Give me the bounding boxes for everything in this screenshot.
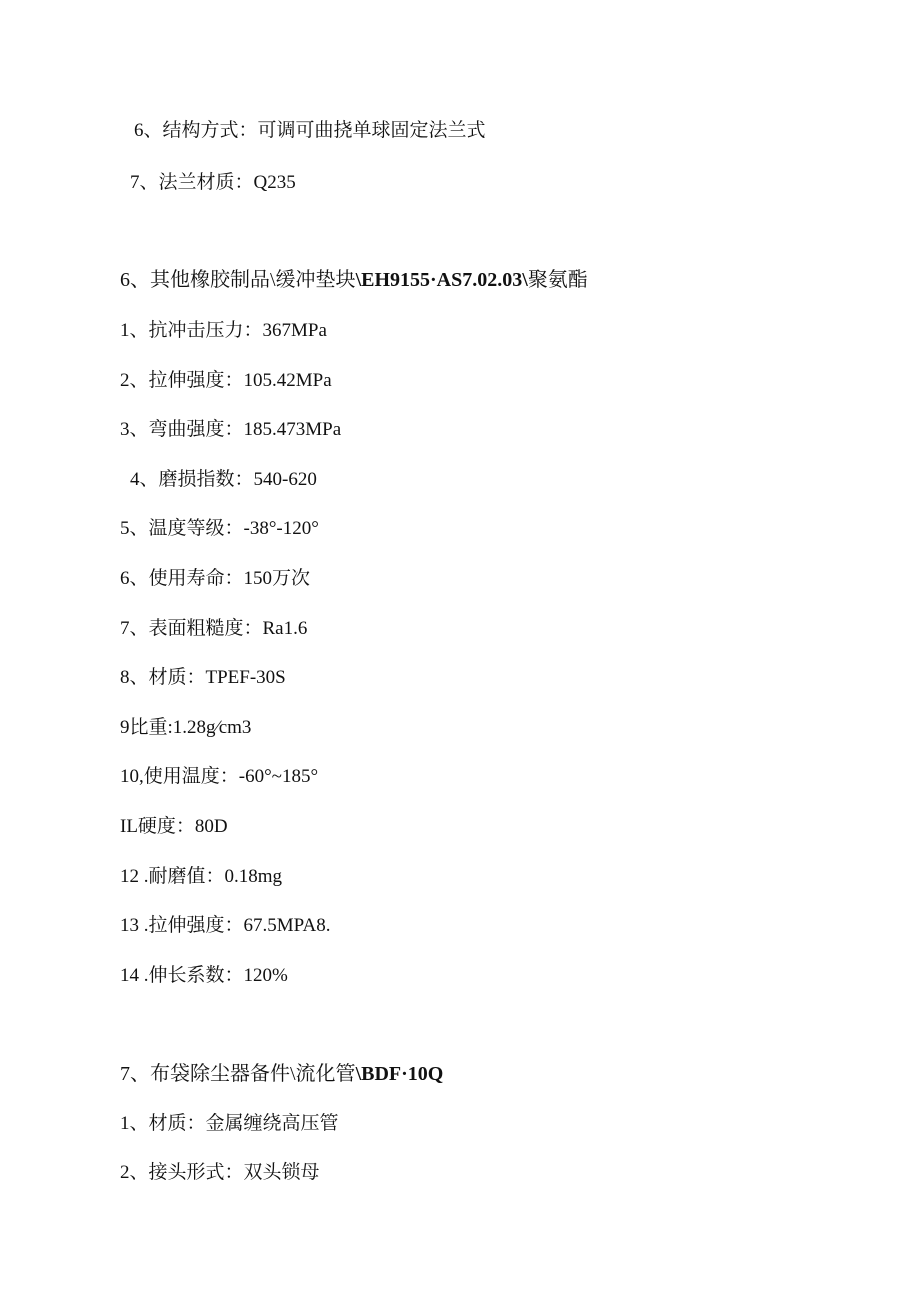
spec-item: 2、拉伸强度：105.42MPa — [120, 370, 332, 391]
spec-item: 7、表面粗糙度：Ra1.6 — [120, 618, 308, 639]
spec-item: 8、材质：TPEF-30S — [120, 667, 286, 688]
spec-item: 10,使用温度：-60°~185° — [120, 766, 319, 787]
spec-item: 4、磨损指数：540-620 — [130, 469, 317, 490]
section-heading-fluidizing-tube — [120, 1062, 443, 1086]
spec-item: 3、弯曲强度：185.473MPa — [120, 419, 342, 440]
heading-title: 6、其他橡胶制品\缓冲垫块 — [120, 269, 356, 291]
spec-item: 13 .拉伸强度：67.5MPA8. — [120, 915, 331, 936]
spec-item: 6、使用寿命：150万次 — [120, 568, 311, 589]
heading-title: 7、布袋除尘器备件\流化管 — [120, 1063, 356, 1085]
spec-structure-type: 6、结构方式：可调可曲挠单球固定法兰式 — [134, 120, 486, 141]
spec-item: 5、温度等级：-38°-120° — [120, 518, 319, 539]
spec-item: 9比重:1.28g∕cm3 — [120, 717, 252, 738]
spec-item: 14 .伸长系数：120% — [120, 965, 288, 986]
heading-part-code: \BDF·10Q — [355, 1063, 444, 1085]
spec-flange-material: 7、法兰材质：Q235 — [130, 172, 296, 193]
spec-item: 2、接头形式：双头锁母 — [120, 1162, 320, 1183]
heading-material: 聚氨酯 — [527, 269, 588, 291]
spec-item: 1、材质：金属缠绕高压管 — [120, 1113, 339, 1134]
spec-item: 12 .耐磨值：0.18mg — [120, 866, 283, 887]
spec-item: IL硬度：80D — [120, 816, 228, 837]
spec-item: 1、抗冲击压力：367MPa — [120, 320, 327, 341]
section-heading-buffer-block — [120, 268, 588, 292]
heading-part-code: \EH9155·AS7.02.03\ — [355, 269, 528, 291]
